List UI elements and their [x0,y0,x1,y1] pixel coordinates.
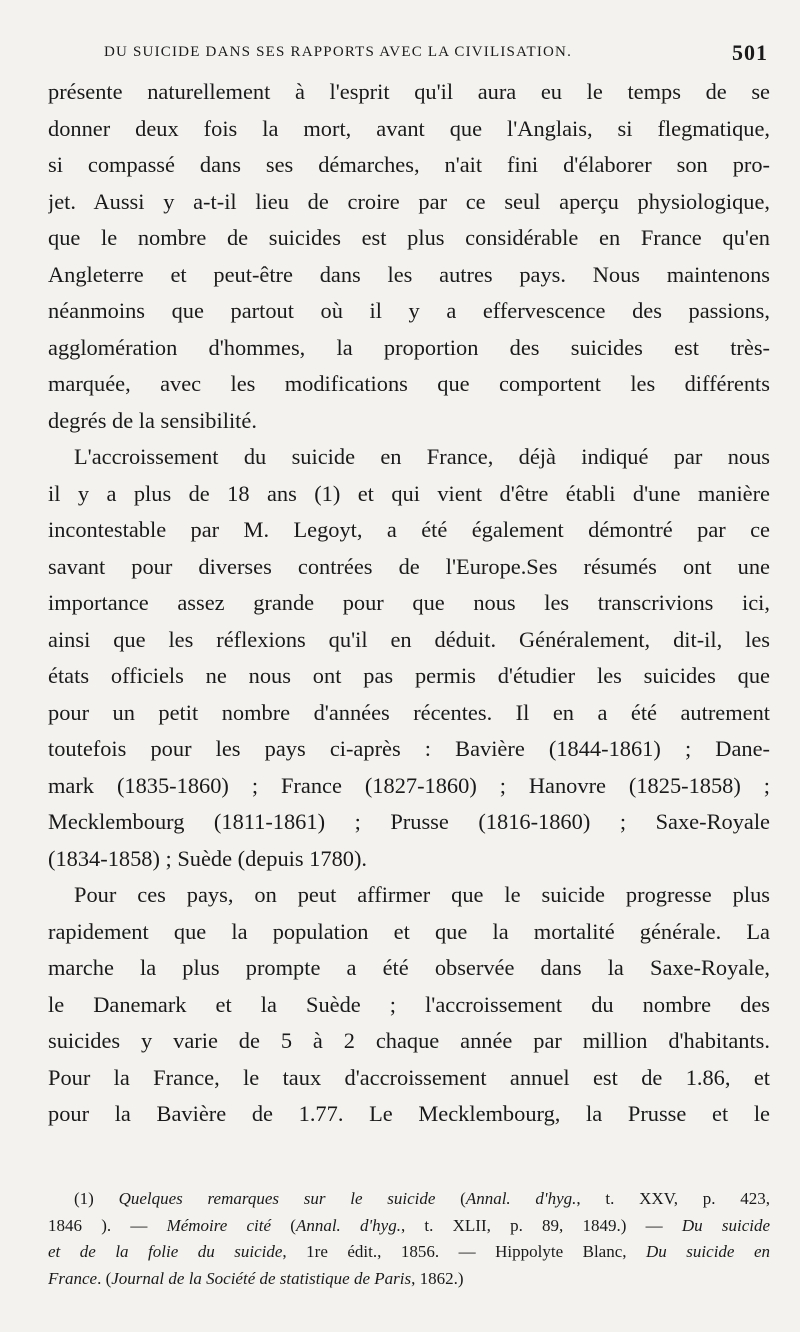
text-line: néanmoins que partout où il y a effervescence des passions, [48,298,770,323]
paragraph-3 [48,877,770,1133]
text-line: pour la Bavière de 1.77. Le Mecklembourg, la Prusse et le [48,1101,770,1126]
footnote [48,1186,770,1292]
italic-title: France [48,1268,98,1288]
footnote-line: et de la folie du suicide, 1re édit., 1856. — Hippolyte Blanc, Du suicide en [48,1242,770,1261]
text-line: si compassé dans ses démarches, n'ait fini d'élaborer son pro- [48,152,770,177]
text-line: toutefois pour les pays ci-après : Bavière (1844-1861) ; Dane- [48,736,770,761]
footnote-line: (1) Quelques remarques sur le suicide (Annal. d'hyg., t. XXV, p. 423, [74,1189,770,1208]
text-line: Pour ces pays, on peut affirmer que le suicide progresse plus [74,882,770,907]
italic-title: Annal. d'hyg. [465,1189,577,1208]
italic-title: Mémoire cité [166,1215,272,1235]
text-line: que le nombre de suicides est plus considérable en France qu'en [48,225,770,250]
text-line: degrés de la sensibilité. [48,407,257,433]
text-line: ainsi que les réflexions qu'il en déduit. Généralement, dit-il, les [48,626,770,652]
footnote-line: France. (Journal de la Société de statistique de Paris, 1862.) [48,1268,464,1288]
italic-title: Du suicide en [646,1242,770,1261]
italic-title: Quelques remarques sur le suicide [118,1189,436,1208]
italic-title: Du suicide [681,1215,770,1235]
text-line: jet. Aussi y a-t-il lieu de croire par ce seul aperçu physiologique, [48,188,770,214]
text-line: savant pour diverses contrées de l'Europe.Ses résumés ont une [48,553,770,579]
text-line: présente naturellement à l'esprit qu'il aura eu le temps de se [48,79,770,104]
text-line: incontestable par M. Legoyt, a été également démontré par ce [48,517,770,542]
text-line: Pour la France, le taux d'accroissement annuel est de 1.86, et [48,1064,770,1090]
text-line: Mecklembourg (1811-1861) ; Prusse (1816-1860) ; Saxe-Royale [48,809,770,834]
text-line: agglomération d'hommes, la proportion des suicides est très- [48,334,770,360]
text-line: rapidement que la population et que la mortalité générale. La [48,918,770,944]
text-line: le Danemark et la Suède ; l'accroissement du nombre des [48,991,770,1017]
italic-title: Journal de la Société de statistique de Paris [111,1268,412,1288]
text-line: états officiels ne nous ont pas permis d'étudier les suicides que [48,663,770,688]
text-line: donner deux fois la mort, avant que l'Anglais, si flegmatique, [48,115,770,141]
running-title: DU SUICIDE DANS SES RAPPORTS AVEC LA CIVILISATION. [104,44,573,60]
main-text [48,74,770,1133]
text-line: marquée, avec les modifications que comportent les différents [48,371,770,396]
text-line: L'accroissement du suicide en France, déjà indiqué par nous [74,444,770,469]
page-number: 501 [732,40,768,65]
italic-title: et de la folie du suicide [48,1242,283,1261]
page-header [104,40,768,70]
text-line: importance assez grande pour que nous les transcrivions ici, [48,590,770,615]
text-line: pour un petit nombre d'années récentes. Il en a été autrement [48,699,770,725]
text-line: marche la plus prompte a été observée dans la Saxe-Royale, [48,955,770,980]
text-line: suicides y varie de 5 à 2 chaque année par million d'habitants. [48,1028,770,1053]
text-line: Angleterre et peut-être dans les autres pays. Nous maintenons [48,261,770,287]
text-line: mark (1835-1860) ; France (1827-1860) ; Hanovre (1825-1858) ; [48,772,770,798]
italic-title: Annal. d'hyg. [295,1215,401,1235]
footnote-line: 1846 ). — Mémoire cité (Annal. d'hyg., t. XLII, p. 89, 1849.) — Du suicide [48,1215,770,1235]
paragraph-2 [48,439,770,877]
paragraph-1 [48,74,770,439]
text-line: (1834-1858) ; Suède (depuis 1780). [48,845,368,871]
text-line: il y a plus de 18 ans (1) et qui vient d'être établi d'une manière [48,480,770,506]
